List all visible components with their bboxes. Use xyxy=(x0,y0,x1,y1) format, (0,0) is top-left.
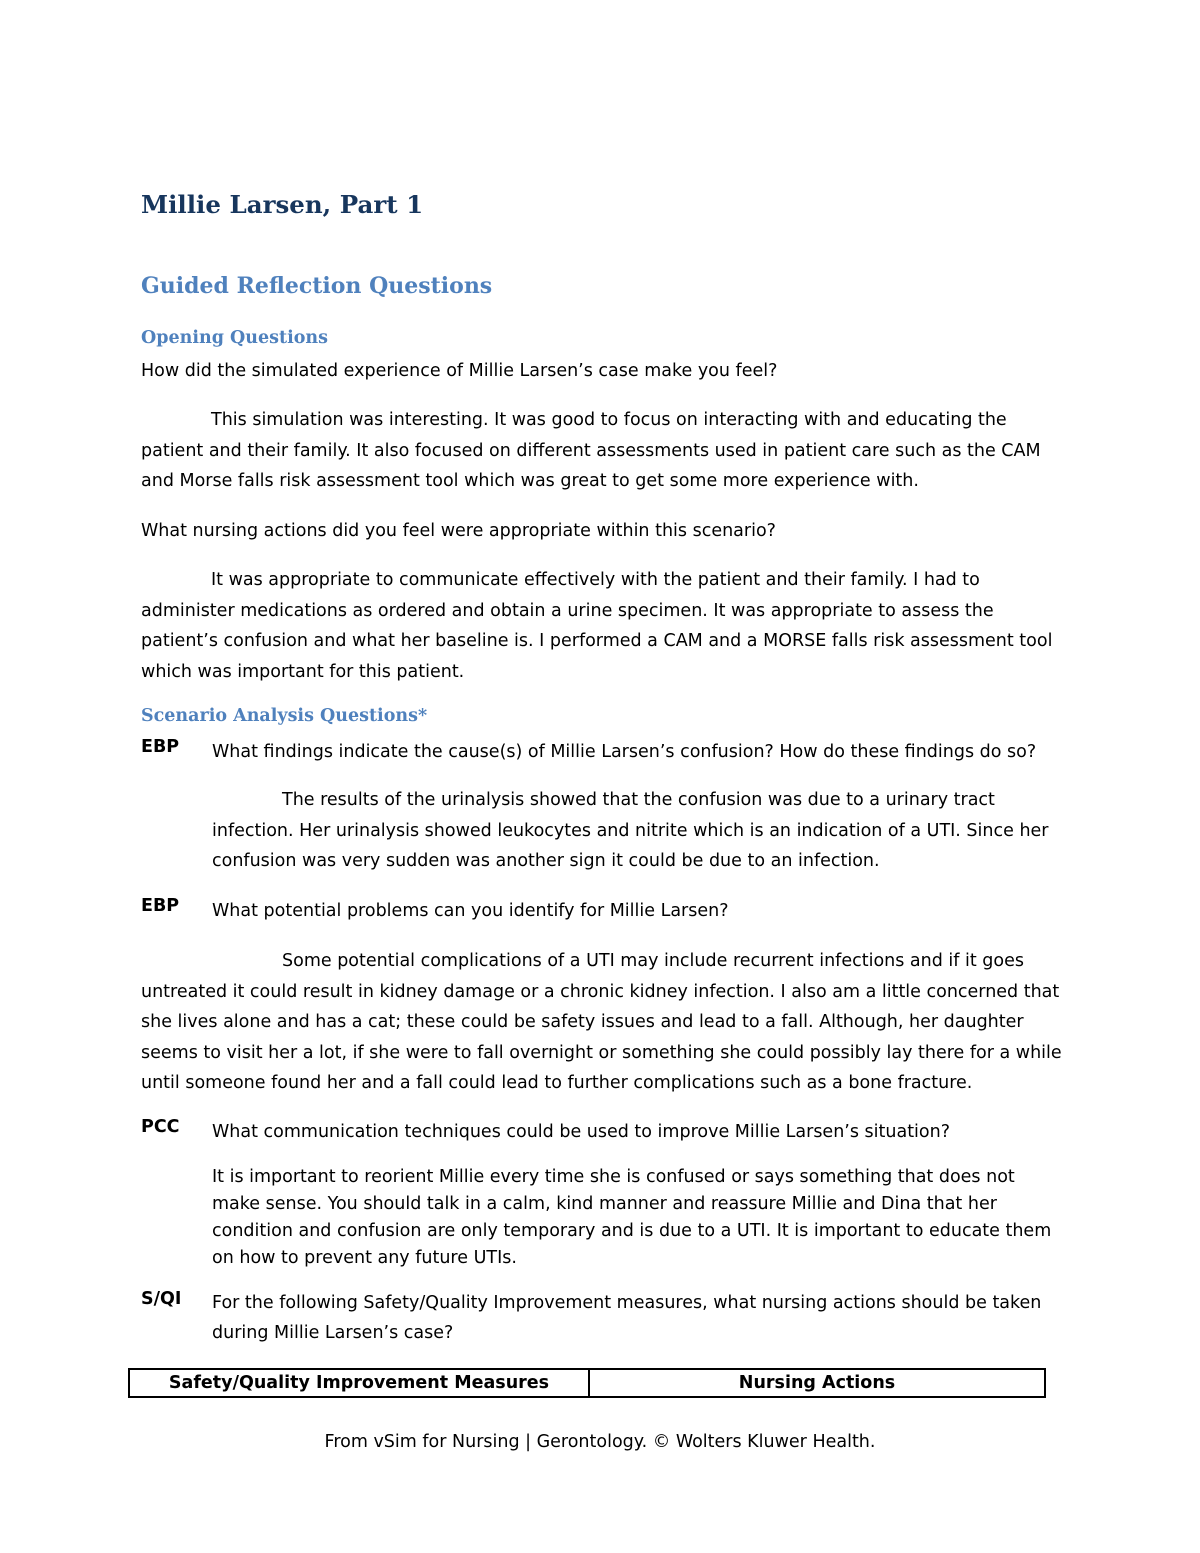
answer-line: This simulation was interesting. It was good to focus on interacting with and educating the xyxy=(211,410,1007,430)
answer-line: administer medications as ordered and obtain a urine specimen. It was appropriate to assess the xyxy=(141,600,994,621)
answer-line: and Morse falls risk assessment tool which was great to get some more experience with. xyxy=(141,471,919,491)
answer-line: untreated it could result in kidney damage or a chronic kidney infection. I also am a little concerned that xyxy=(141,981,1060,1002)
document-title: Millie Larsen, Part 1 xyxy=(141,190,424,219)
opening-answer-2 xyxy=(141,565,1053,687)
answer-line: It is important to reorient Millie every time she is confused or says something that does not xyxy=(212,1167,1015,1187)
opening-question-2: What nursing actions did you feel were appropriate within this scenario? xyxy=(141,521,776,541)
answer-line: It was appropriate to communicate effectively with the patient and their family. I had to xyxy=(211,570,980,590)
answer-line: make sense. You should talk in a calm, kind manner and reassure Millie and Dina that her xyxy=(212,1194,997,1214)
answer-line: infection. Her urinalysis showed leukocytes and nitrite which is an indication of a UTI. Since her xyxy=(212,820,1049,841)
page-footer: From vSim for Nursing | Gerontology. © Wolters Kluwer Health. xyxy=(324,1432,876,1452)
answer-line: patient and their family. It also focused on different assessments used in patient care such as the CAM xyxy=(141,440,1041,461)
opening-questions-heading: Opening Questions xyxy=(141,328,328,348)
table-header-measures: Safety/Quality Improvement Measures xyxy=(130,1370,590,1396)
item-question: What findings indicate the cause(s) of Millie Larsen’s confusion? How do these findings do so? xyxy=(212,742,1037,762)
answer-line: condition and confusion are only temporary and is due to a UTI. It is important to educate them xyxy=(212,1221,1052,1241)
safety-table-header xyxy=(128,1368,1046,1398)
item-question: What communication techniques could be used to improve Millie Larsen’s situation? xyxy=(212,1122,950,1142)
answer-line: on how to prevent any future UTIs. xyxy=(212,1248,517,1268)
answer-line: patient’s confusion and what her baseline is. I performed a CAM and a MORSE falls risk assessment tool xyxy=(141,631,1053,651)
item-answer xyxy=(141,946,1062,1099)
scenario-analysis-heading: Scenario Analysis Questions* xyxy=(141,706,428,726)
answer-line: she lives alone and has a cat; these could be safety issues and lead to a fall. Although, her daughter xyxy=(141,1012,1024,1032)
answer-line: confusion was very sudden was another sign it could be due to an infection. xyxy=(212,851,880,871)
answer-line: until someone found her and a fall could lead to further complications such as a bone fracture. xyxy=(141,1073,973,1093)
item-question xyxy=(212,1288,1052,1348)
table-header-actions: Nursing Actions xyxy=(738,1373,896,1393)
answer-line: The results of the urinalysis showed that the confusion was due to a urinary tract xyxy=(282,790,995,810)
answer-line: Some potential complications of a UTI may include recurrent infections and if it goes xyxy=(282,951,1024,971)
item-tag: EBP xyxy=(141,896,180,916)
item-tag: EBP xyxy=(141,737,180,757)
item-question: What potential problems can you identify for Millie Larsen? xyxy=(212,901,729,921)
answer-line: which was important for this patient. xyxy=(141,661,465,682)
opening-answer-1 xyxy=(141,405,1053,497)
opening-question-1: How did the simulated experience of Millie Larsen’s case make you feel? xyxy=(141,361,778,381)
item-answer xyxy=(212,1164,1052,1272)
question-line: during Millie Larsen’s case? xyxy=(212,1323,454,1343)
answer-line: seems to visit her a lot, if she were to fall overnight or something she could possibly lay there for a while xyxy=(141,1042,1062,1063)
item-tag: PCC xyxy=(141,1117,180,1137)
item-answer xyxy=(212,785,1052,877)
section-heading: Guided Reflection Questions xyxy=(141,273,493,299)
question-line: For the following Safety/Quality Improvement measures, what nursing actions should be taken xyxy=(212,1293,1042,1313)
item-tag: S/QI xyxy=(141,1289,182,1309)
